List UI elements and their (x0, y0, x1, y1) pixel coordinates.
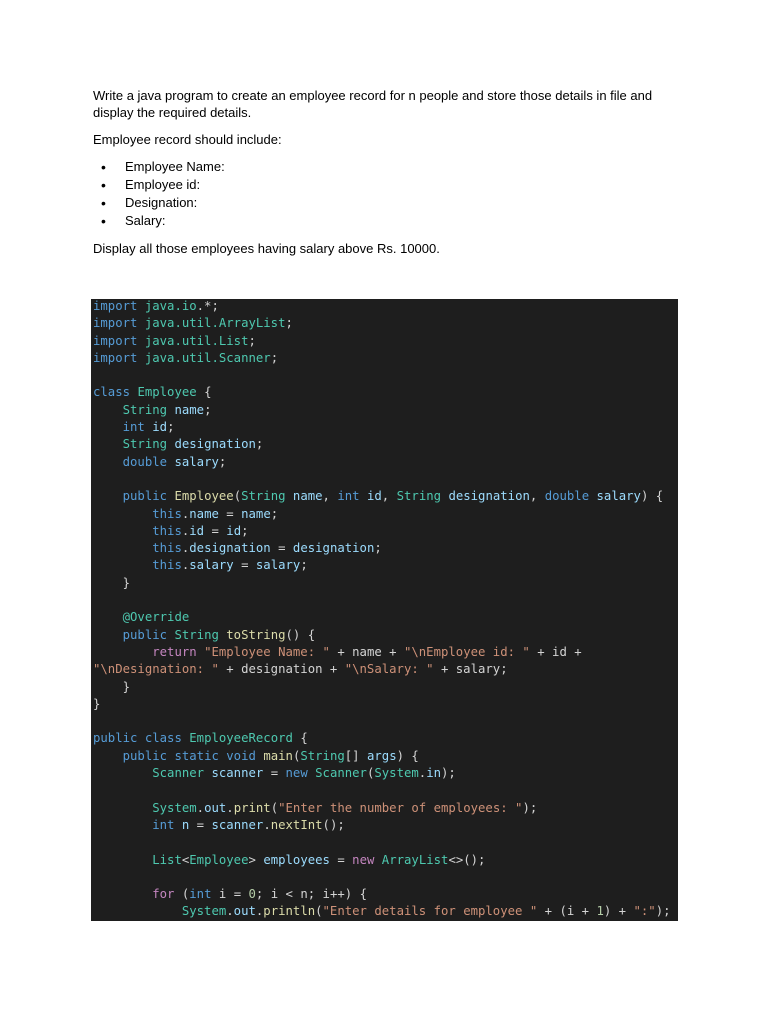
code-token: static (174, 748, 219, 763)
code-token: , (529, 489, 545, 504)
assignment-text (93, 87, 673, 257)
code-token: ( (174, 887, 190, 902)
code-line (91, 350, 678, 367)
code-token: ":" (633, 904, 656, 919)
code-token (93, 887, 152, 901)
code-line (91, 679, 678, 696)
code-token: + (i + (537, 904, 597, 919)
code-token: ) + (603, 904, 634, 919)
code-token: class (93, 385, 131, 400)
code-line (91, 627, 678, 644)
code-token: } (93, 696, 101, 711)
code-token (93, 610, 123, 624)
code-token (93, 420, 123, 434)
code-token (360, 489, 367, 503)
code-token: = (233, 558, 256, 573)
code-token: in (426, 766, 442, 781)
code-token: . (181, 523, 190, 538)
code-token: "\nDesignation: " (93, 662, 219, 677)
code-token: import (93, 316, 138, 331)
code-token: .*; (196, 299, 219, 313)
code-token: import (93, 350, 138, 365)
code-token: ( (315, 904, 323, 919)
code-token: n (181, 817, 190, 832)
code-token: . (418, 766, 427, 781)
code-token: ( (366, 766, 375, 781)
code-line (91, 575, 678, 592)
code-token: nextInt (270, 817, 323, 832)
code-token: [] (344, 748, 367, 763)
code-token: id (226, 523, 242, 538)
code-line (91, 730, 678, 747)
code-token: > (248, 852, 264, 867)
code-token: @Override (122, 610, 190, 625)
code-token: Scanner (315, 766, 367, 781)
code-token (93, 853, 152, 867)
code-token: designation (292, 541, 375, 556)
code-token: ; (285, 316, 293, 331)
code-token (174, 818, 181, 832)
code-token: scanner (211, 817, 264, 832)
code-token: println (263, 904, 316, 919)
bullet-icon: • (101, 195, 106, 211)
code-token: this (152, 523, 182, 538)
code-line (91, 713, 678, 730)
code-token: Scanner (152, 766, 205, 781)
code-token: Employee (189, 852, 249, 867)
code-token: int (189, 887, 212, 902)
code-token (93, 904, 182, 918)
code-token: int (337, 489, 360, 504)
code-line (91, 419, 678, 436)
code-token (93, 524, 152, 538)
code-token: public (122, 748, 168, 763)
field-label: Salary: (125, 213, 166, 228)
code-token: for (152, 887, 175, 902)
code-token: scanner (211, 766, 264, 781)
intro-line-1: Write a java program to create an employee record for n people and store those details in file and (93, 88, 653, 103)
code-token: . (181, 506, 190, 521)
code-token: "\nSalary: " (344, 662, 434, 677)
code-token: ); (655, 904, 671, 919)
code-token: ; (241, 523, 249, 538)
code-token: out (233, 904, 256, 919)
bullet-icon: • (101, 177, 106, 193)
code-token: return (152, 644, 197, 659)
code-line (91, 765, 678, 782)
code-token: print (233, 800, 271, 815)
code-line (91, 661, 678, 678)
code-token: java.io (144, 299, 197, 313)
code-token: import (93, 299, 138, 313)
code-token (137, 334, 144, 348)
intro-line-2: display the required details. (93, 105, 252, 120)
code-token: () { (285, 627, 316, 642)
code-token: ; (374, 541, 382, 556)
code-line (91, 367, 678, 384)
code-line (91, 523, 678, 540)
code-token: 1 (596, 904, 604, 919)
code-token (93, 541, 152, 555)
code-line (91, 402, 678, 419)
field-label: Designation: (125, 195, 198, 210)
display-instruction: Display all those employees having salary above Rs. 10000. (93, 241, 440, 256)
code-line (91, 540, 678, 557)
code-token (93, 628, 123, 642)
code-line (91, 436, 678, 453)
code-token: int (122, 420, 145, 435)
code-token: 0 (248, 887, 256, 902)
code-line (91, 748, 678, 765)
code-token: <>(); (448, 852, 486, 867)
intro-paragraph (93, 87, 673, 123)
code-token: String (241, 489, 286, 504)
code-token (93, 558, 152, 572)
code-token: salary (189, 558, 234, 573)
code-token: ; (255, 437, 264, 452)
code-token (374, 853, 381, 867)
code-line (91, 800, 678, 817)
code-token: id (366, 489, 382, 504)
code-token: new (285, 766, 308, 781)
code-line (91, 315, 678, 332)
code-token: String (396, 489, 442, 504)
code-token: (); (322, 817, 345, 832)
code-token: . (181, 558, 190, 573)
code-line (91, 869, 678, 886)
code-line (91, 852, 678, 869)
code-token: = (329, 852, 353, 867)
code-token: this (152, 506, 182, 521)
code-token: ; (248, 333, 256, 348)
code-line (91, 384, 678, 401)
code-line (91, 471, 678, 488)
code-token: } (93, 575, 131, 590)
code-token: + name + (329, 644, 404, 659)
code-token (286, 489, 293, 503)
code-token: + salary; (433, 662, 508, 677)
code-token: ); (522, 800, 538, 815)
code-token: java.util.ArrayList (144, 316, 286, 331)
code-line (91, 609, 678, 626)
code-token: ; (270, 350, 279, 365)
code-token: = (218, 506, 242, 521)
code-token: designation (189, 541, 271, 556)
code-token: ) { (640, 489, 664, 504)
code-token: String (122, 437, 168, 452)
list-item (93, 212, 673, 230)
code-line (91, 592, 678, 609)
code-line (91, 696, 678, 713)
code-token: ; (167, 420, 175, 435)
code-token: . (181, 541, 190, 556)
code-token (93, 455, 123, 469)
code-token: double (544, 489, 590, 504)
code-token: String (122, 402, 168, 417)
code-token: double (122, 454, 168, 469)
code-token (137, 316, 144, 330)
list-item (93, 176, 673, 194)
code-token: args (366, 748, 397, 763)
code-token: new (352, 852, 375, 867)
code-token (589, 489, 596, 503)
code-token: System (374, 766, 419, 781)
code-line (91, 557, 678, 574)
code-token: ( (233, 489, 242, 504)
field-label: Employee id: (125, 177, 201, 192)
code-token: designation (448, 489, 530, 504)
code-token: employees (263, 852, 330, 867)
code-token (93, 749, 123, 763)
code-token (93, 489, 123, 503)
code-token: = (189, 817, 212, 832)
code-line (91, 299, 678, 315)
code-token: . (226, 800, 234, 815)
code-token: + designation + (218, 662, 345, 677)
code-token: "Employee Name: " (204, 644, 330, 659)
code-token: { (292, 731, 308, 746)
code-token: String (300, 748, 345, 763)
code-token: i = (211, 887, 249, 902)
code-token: ArrayList (381, 852, 449, 867)
code-token: ; (204, 402, 212, 417)
code-token: id (152, 420, 168, 435)
code-token: designation (174, 437, 256, 452)
record-heading: Employee record should include: (93, 132, 282, 147)
code-token: id (189, 523, 205, 538)
code-token: . (255, 904, 264, 919)
code-token: "\nEmployee id: " (403, 644, 530, 659)
code-token: . (263, 817, 271, 832)
code-token: , (381, 489, 397, 504)
code-token: List (152, 852, 182, 867)
code-token: import (93, 333, 138, 348)
code-token: this (152, 541, 182, 556)
code-token: name (189, 506, 219, 521)
field-label: Employee Name: (125, 159, 225, 174)
code-token: this (152, 558, 182, 573)
code-token: ; (270, 506, 279, 521)
code-token: Employee (174, 489, 234, 504)
code-token: int (152, 817, 175, 832)
code-token: "Enter the number of employees: " (278, 800, 523, 815)
code-token: + id + (529, 644, 582, 659)
code-token: System (152, 800, 197, 815)
list-item (93, 194, 673, 212)
code-token: = (270, 541, 293, 556)
code-line (91, 454, 678, 471)
code-token: out (204, 800, 227, 815)
code-token: java.util.Scanner (144, 350, 271, 365)
code-token: main (263, 748, 293, 763)
code-token: java.util.List (144, 333, 249, 348)
code-token: ( (270, 800, 279, 815)
code-token: ) { (396, 748, 419, 763)
bullet-icon: • (101, 159, 106, 175)
code-line (91, 333, 678, 350)
code-token (93, 818, 152, 832)
code-token: salary (174, 454, 219, 469)
code-token: name (174, 402, 205, 417)
code-line (91, 903, 678, 920)
code-token (93, 437, 123, 451)
code-token (93, 645, 152, 659)
code-token: public (93, 731, 138, 746)
list-item (93, 158, 673, 176)
code-token: name (241, 506, 271, 521)
code-token: salary (255, 558, 301, 573)
code-token: ; (218, 454, 227, 469)
code-line (91, 644, 678, 661)
code-token (93, 403, 123, 417)
code-token: { (196, 385, 212, 400)
code-token: ; (300, 558, 308, 573)
bullet-icon: • (101, 213, 106, 229)
code-token: name (292, 489, 323, 504)
code-line (91, 817, 678, 834)
code-token: . (226, 904, 234, 919)
code-token: void (226, 748, 256, 763)
code-token (137, 731, 144, 745)
code-line (91, 506, 678, 523)
code-token: salary (596, 489, 641, 504)
code-token: . (196, 800, 205, 815)
code-token: toString (226, 627, 286, 642)
code-token: ; i < n; i++) { (255, 887, 367, 902)
code-token: ); (441, 766, 456, 781)
code-token: ( (292, 748, 301, 763)
code-token: EmployeeRecord (189, 731, 293, 746)
code-token (137, 351, 144, 365)
code-line (91, 782, 678, 799)
code-token: = (204, 523, 227, 538)
code-token: "Enter details for employee " (322, 904, 538, 919)
code-token (197, 645, 204, 659)
code-token: Employee (137, 385, 197, 400)
code-token: String (174, 627, 219, 642)
code-token (93, 801, 152, 815)
code-token: class (144, 731, 182, 746)
code-token: < (181, 852, 190, 867)
code-line (91, 488, 678, 505)
code-line (91, 886, 678, 903)
code-token (93, 507, 152, 521)
code-token (137, 299, 144, 313)
code-block (91, 299, 678, 921)
record-fields-list (93, 158, 673, 230)
code-line (91, 834, 678, 851)
code-token: , (322, 489, 338, 504)
code-token: = (263, 766, 286, 781)
code-token: public (122, 627, 168, 642)
code-token: } (93, 679, 131, 694)
code-token: public (122, 489, 168, 504)
code-token: System (181, 904, 227, 919)
code-token (93, 766, 152, 780)
